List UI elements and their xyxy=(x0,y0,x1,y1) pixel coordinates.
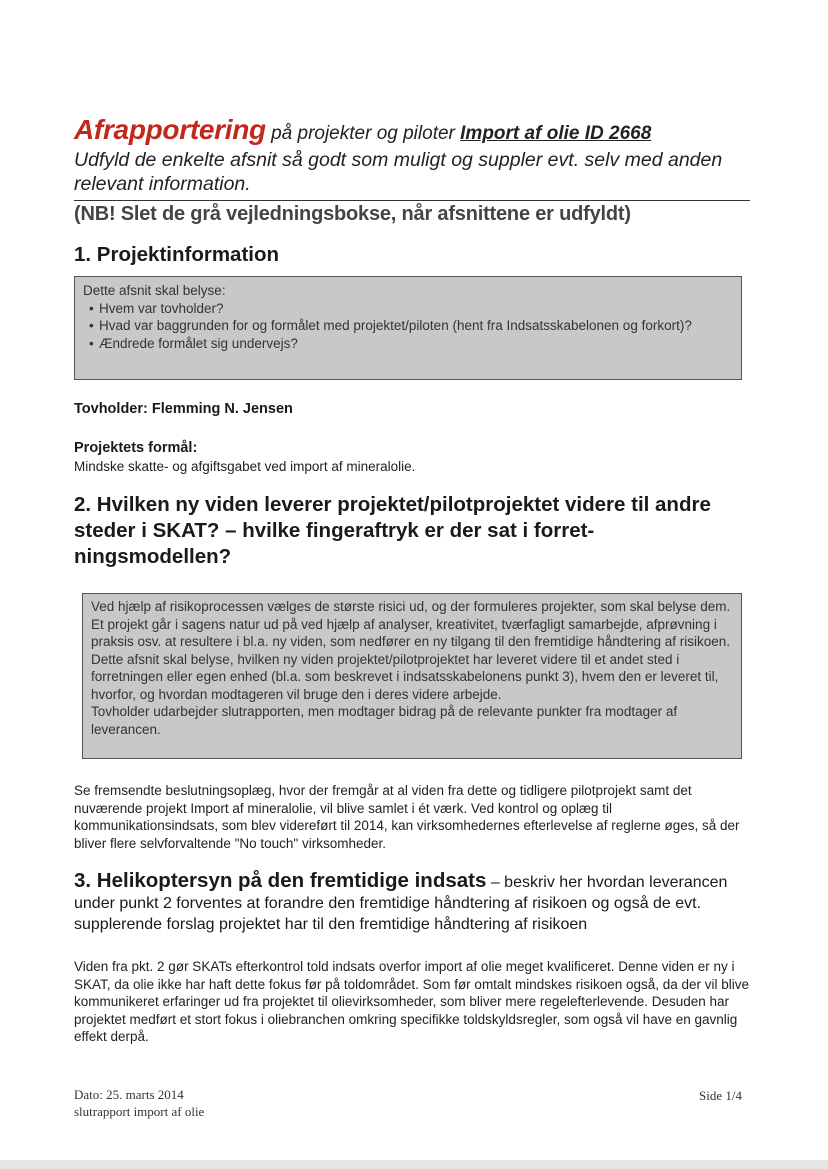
footer-page-number: Side 1/4 xyxy=(699,1088,742,1103)
section2-guide-paragraph: Dette afsnit skal belyse, hvilken ny viden projektet/pilotprojektet har leveret videre til et andet sted i forretningen eller egen enhed (bl.a. som beskrevet i indsatsskabelonens punkt 3), hvem den er leveret til, hvorfor, og hvordan modtageren vil bruge den i deres videre arbejde. xyxy=(91,651,719,702)
nb-note: (NB! Slet de grå vejledningsbokse, når afsnittene er udfyldt) xyxy=(74,203,631,225)
section3-body: Viden fra pkt. 2 gør SKATs efterkontrol told indsats overfor import af olie meget kvalificeret. Denne viden er ny i SKAT, da olie ikke har haft dette fokus før på toldområdet. Som før omtalt mindskes risikoen også, da der vil blive kommunikeret erfaringer ud fra projektet til olievirksomheder, som bliver mere regelefterlevende. Desuden har projektet medført et stort fokus i oliebranchen omkring specifikke toldskyldsregler, som også vil have en gavnlig effekt derpå. xyxy=(74,959,750,1044)
section2-guide-paragraph: Ved hjælp af risikoprocessen vælges de største risici ud, og der formuleres projekter, som skal belyse dem. Et projekt går i sagens natur ud på ved hjælp af analyser, kreativitet, tværfagligt samarbejde, afprøvning i praksis osv. at resultere i bl.a. ny viden, som nedfører en ny tilgang til den fremtidige håndtering af risikoen. xyxy=(91,599,731,649)
document-title xyxy=(74,114,754,146)
footer-filename: slutrapport import af olie xyxy=(74,1104,205,1119)
purpose-label: Projektets formål: xyxy=(74,440,198,456)
guide-bullet: • Hvem var tovholder? xyxy=(99,300,733,318)
tovholder-line: Tovholder: Flemming N. Jensen xyxy=(74,401,293,417)
title-rest: på projekter og piloter xyxy=(265,123,461,144)
divider xyxy=(74,200,750,201)
guide-bullet: • Ændrede formålet sig undervejs? xyxy=(99,335,733,353)
section1-guide-box xyxy=(74,276,742,380)
section1-guide-list xyxy=(83,300,733,353)
section2-guide-box xyxy=(82,593,742,759)
section3-heading-title: 3. Helikoptersyn på den fremtidige indsats xyxy=(74,869,487,892)
section1-heading: 1. Projektinformation xyxy=(74,243,280,266)
section2-body: Se fremsendte beslutningsoplæg, hvor der fremgår at al viden fra dette og tidligere pilotprojekt samt det nuværende projekt Import af mineralolie, vil blive samlet i ét værk. Ved kontrol og oplæg til kommunikationsindsats, som blev videreført til 2014, kan virksomhedernes efterlevelse af reglerne øges, så der bliver flere selvforvaltende "No touch" virksomheder. xyxy=(74,783,740,851)
title-project: Import af olie ID 2668 xyxy=(460,123,652,144)
subtitle-instructions: Udfyld de enkelte afsnit så godt som muligt og suppler evt. selv med anden relevant information. xyxy=(74,149,723,195)
footer-left xyxy=(74,1086,204,1120)
guide-bullet: • Hvad var baggrunden for og formålet med projektet/piloten (hent fra Indsatsskabelonen og forkort)? xyxy=(99,317,733,335)
section3-heading xyxy=(74,870,744,935)
title-main: Afrapportering xyxy=(74,114,266,145)
scan-edge xyxy=(0,1160,828,1169)
section2-guide-paragraph: Tovholder udarbejder slutrapporten, men modtager bidrag på de relevante punkter fra modtager af leverancen. xyxy=(91,704,678,737)
section2-heading: 2. Hvilken ny viden leverer projektet/pilotprojektet videre til andre steder i SKAT? – hvilke fingeraftryk er der sat i forret-ningsmodellen? xyxy=(74,493,711,568)
section3-heading-description: – beskriv her hvordan leverancen under punkt 2 forventes at forandre den fremtidige håndtering af risikoen og også de evt. supplerende forslag projektet har til den fremtidige håndtering af risikoen xyxy=(74,874,728,933)
footer-date: Dato: 25. marts 2014 xyxy=(74,1087,184,1102)
purpose-text: Mindske skatte- og afgiftsgabet ved import af mineralolie. xyxy=(74,459,416,474)
section1-guide-intro: Dette afsnit skal belyse: xyxy=(83,283,226,298)
